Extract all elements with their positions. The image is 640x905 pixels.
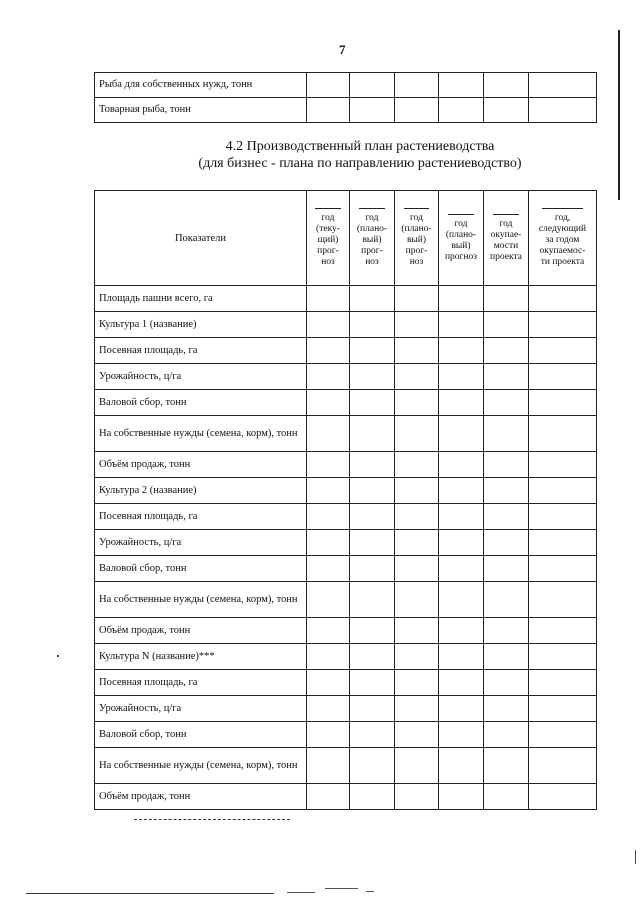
header-text-line: щий) (317, 235, 339, 245)
header-text-line: год (321, 213, 335, 223)
empty-cell (307, 286, 350, 312)
header-year-current (307, 191, 350, 286)
empty-cell (439, 416, 484, 452)
empty-cell (307, 784, 350, 810)
empty-cell (484, 582, 529, 618)
row-label: Объём продаж, тонн (95, 618, 307, 644)
table-row (95, 670, 597, 696)
empty-cell (529, 312, 597, 338)
empty-cell (395, 286, 439, 312)
empty-cell (395, 452, 439, 478)
header-text-line: вый) (451, 240, 471, 251)
header-text-line: (плано- (356, 224, 388, 234)
row-label: Площадь пашни всего, га (95, 286, 307, 312)
year-blank-line (359, 208, 385, 209)
empty-cell (439, 312, 484, 338)
empty-cell (350, 416, 395, 452)
empty-cell (529, 644, 597, 670)
empty-cell (307, 670, 350, 696)
header-indicator: Показатели (95, 191, 307, 286)
empty-cell (529, 556, 597, 582)
table-row (95, 618, 597, 644)
empty-cell (307, 452, 350, 478)
empty-cell (439, 722, 484, 748)
table-row (95, 530, 597, 556)
empty-cell (395, 582, 439, 618)
empty-cell (529, 784, 597, 810)
empty-cell (529, 530, 597, 556)
empty-cell (439, 748, 484, 784)
empty-cell (439, 478, 484, 504)
empty-cell (529, 338, 597, 364)
row-label: На собственные нужды (семена, корм), тонн (95, 582, 307, 618)
empty-cell (484, 416, 529, 452)
empty-cell (529, 73, 597, 98)
empty-cell (529, 696, 597, 722)
empty-cell (439, 556, 484, 582)
fish-table (94, 72, 597, 123)
empty-cell (350, 784, 395, 810)
empty-cell (529, 390, 597, 416)
empty-cell (307, 98, 350, 123)
header-text-line: прог- (361, 246, 383, 256)
empty-cell (439, 338, 484, 364)
year-blank-line (542, 208, 582, 209)
table-row (95, 478, 597, 504)
empty-cell (484, 556, 529, 582)
table-row (95, 696, 597, 722)
header-text-line: ноз (409, 257, 424, 267)
empty-cell (484, 618, 529, 644)
table-header-row (95, 191, 597, 286)
empty-cell (350, 618, 395, 644)
row-label: Культура N (название)*** (95, 644, 307, 670)
header-text-line: проекта (490, 251, 522, 262)
empty-cell (307, 582, 350, 618)
empty-cell (439, 784, 484, 810)
empty-cell (350, 670, 395, 696)
header-text-line: год (499, 218, 513, 229)
empty-cell (484, 98, 529, 123)
table-row (95, 73, 597, 98)
empty-cell (484, 478, 529, 504)
table-row (95, 556, 597, 582)
table-row (95, 582, 597, 618)
table-row (95, 98, 597, 123)
empty-cell (395, 416, 439, 452)
empty-cell (484, 338, 529, 364)
header-text-line: ти проекта (540, 257, 585, 267)
empty-cell (529, 582, 597, 618)
empty-cell (529, 670, 597, 696)
empty-cell (350, 748, 395, 784)
table-row (95, 364, 597, 390)
header-text-line: окупае- (490, 229, 522, 240)
table-row (95, 452, 597, 478)
empty-cell (395, 618, 439, 644)
year-blank-line (448, 214, 474, 215)
empty-cell (307, 556, 350, 582)
table-row (95, 286, 597, 312)
empty-cell (350, 582, 395, 618)
empty-cell (439, 504, 484, 530)
empty-cell (307, 364, 350, 390)
table-row (95, 338, 597, 364)
empty-cell (529, 618, 597, 644)
row-label: Объём продаж, тонн (95, 784, 307, 810)
scan-mark (635, 850, 636, 864)
empty-cell (395, 784, 439, 810)
empty-cell (350, 390, 395, 416)
row-label: Посевная площадь, га (95, 670, 307, 696)
empty-cell (395, 504, 439, 530)
header-text-line: за годом (545, 235, 580, 245)
empty-cell (439, 644, 484, 670)
empty-cell (439, 286, 484, 312)
scan-edge-line (618, 30, 620, 200)
empty-cell (395, 98, 439, 123)
empty-cell (307, 696, 350, 722)
empty-cell (484, 364, 529, 390)
empty-cell (350, 286, 395, 312)
empty-cell (307, 73, 350, 98)
empty-cell (307, 722, 350, 748)
empty-cell (350, 452, 395, 478)
empty-cell (484, 696, 529, 722)
empty-cell (350, 338, 395, 364)
empty-cell (439, 98, 484, 123)
empty-cell (484, 748, 529, 784)
row-label: Культура 2 (название) (95, 478, 307, 504)
empty-cell (484, 644, 529, 670)
empty-cell (529, 416, 597, 452)
empty-cell (395, 670, 439, 696)
table-row (95, 748, 597, 784)
header-text-line: прог- (317, 246, 339, 256)
empty-cell (395, 364, 439, 390)
empty-cell (439, 530, 484, 556)
empty-cell (529, 98, 597, 123)
row-label: Рыба для собственных нужд, тонн (95, 73, 307, 98)
empty-cell (395, 338, 439, 364)
empty-cell (484, 73, 529, 98)
empty-cell (350, 312, 395, 338)
header-text-line: мости (493, 240, 519, 251)
row-label: Объём продаж, тонн (95, 452, 307, 478)
table-row (95, 784, 597, 810)
empty-cell (350, 504, 395, 530)
empty-cell (350, 364, 395, 390)
page-bottom-dash (325, 888, 358, 889)
year-blank-line (315, 208, 340, 209)
header-year-after-payback (529, 191, 597, 286)
footnote-separator (134, 819, 290, 820)
empty-cell (307, 312, 350, 338)
empty-cell (484, 722, 529, 748)
empty-cell (350, 644, 395, 670)
empty-cell (484, 312, 529, 338)
header-text-line: ноз (365, 257, 379, 267)
empty-cell (395, 748, 439, 784)
header-text-line: следующий (538, 224, 587, 234)
header-text-line: вый) (362, 235, 382, 245)
empty-cell (307, 504, 350, 530)
row-label: Товарная рыба, тонн (95, 98, 307, 123)
empty-cell (350, 98, 395, 123)
header-text-line: (теку- (316, 224, 340, 234)
row-label: Валовой сбор, тонн (95, 556, 307, 582)
empty-cell (529, 504, 597, 530)
empty-cell (439, 618, 484, 644)
table-row (95, 504, 597, 530)
page-bottom-dash (287, 892, 315, 893)
empty-cell (395, 73, 439, 98)
year-blank-line (493, 214, 519, 215)
empty-cell (395, 644, 439, 670)
page-bottom-line (26, 893, 274, 894)
row-label: Валовой сбор, тонн (95, 390, 307, 416)
empty-cell (439, 696, 484, 722)
empty-cell (439, 670, 484, 696)
header-year-plan-1 (350, 191, 395, 286)
empty-cell (350, 73, 395, 98)
table-row (95, 312, 597, 338)
empty-cell (350, 696, 395, 722)
empty-cell (307, 748, 350, 784)
empty-cell (529, 452, 597, 478)
header-year-plan-2 (395, 191, 439, 286)
header-text-line: год (454, 218, 468, 229)
empty-cell (484, 784, 529, 810)
row-label: Урожайность, ц/га (95, 696, 307, 722)
empty-cell (529, 722, 597, 748)
empty-cell (307, 618, 350, 644)
empty-cell (484, 504, 529, 530)
empty-cell (350, 556, 395, 582)
empty-cell (439, 390, 484, 416)
crop-production-table (94, 190, 597, 810)
header-text-line: ноз (321, 257, 335, 267)
empty-cell (395, 312, 439, 338)
empty-cell (395, 722, 439, 748)
section-title: 4.2 Производственный план растениеводства (225, 139, 495, 154)
empty-cell (307, 338, 350, 364)
header-year-payback (484, 191, 529, 286)
empty-cell (395, 556, 439, 582)
empty-cell (395, 530, 439, 556)
empty-cell (484, 452, 529, 478)
empty-cell (439, 364, 484, 390)
empty-cell (529, 748, 597, 784)
empty-cell (307, 644, 350, 670)
empty-cell (484, 286, 529, 312)
empty-cell (529, 478, 597, 504)
empty-cell (350, 530, 395, 556)
empty-cell (439, 582, 484, 618)
table-row (95, 416, 597, 452)
empty-cell (484, 390, 529, 416)
row-label: Посевная площадь, га (95, 338, 307, 364)
empty-cell (395, 696, 439, 722)
header-text-line: прог- (405, 246, 428, 256)
row-label: Урожайность, ц/га (95, 364, 307, 390)
header-text-line: год (365, 213, 379, 223)
empty-cell (529, 364, 597, 390)
table-row (95, 644, 597, 670)
header-text-line: окупаемос- (539, 246, 586, 256)
scan-dot (57, 655, 59, 657)
header-text-line: год (410, 213, 423, 223)
header-text-line: год, (554, 213, 571, 223)
empty-cell (395, 390, 439, 416)
empty-cell (395, 478, 439, 504)
empty-cell (350, 478, 395, 504)
empty-cell (484, 670, 529, 696)
row-label: Посевная площадь, га (95, 504, 307, 530)
empty-cell (307, 478, 350, 504)
empty-cell (307, 530, 350, 556)
empty-cell (484, 530, 529, 556)
row-label: Валовой сбор, тонн (95, 722, 307, 748)
header-text-line: прогноз (444, 251, 478, 262)
section-heading (0, 138, 640, 172)
empty-cell (307, 390, 350, 416)
header-year-plan-3 (439, 191, 484, 286)
header-text-line: вый) (406, 235, 427, 245)
year-blank-line (404, 208, 430, 209)
row-label: Культура 1 (название) (95, 312, 307, 338)
empty-cell (439, 73, 484, 98)
table-row (95, 722, 597, 748)
row-label: На собственные нужды (семена, корм), тонн (95, 748, 307, 784)
table-row (95, 390, 597, 416)
header-text-line: (плано- (445, 229, 477, 240)
empty-cell (529, 286, 597, 312)
page-number-text: 7 (339, 42, 346, 57)
row-label: Урожайность, ц/га (95, 530, 307, 556)
page-bottom-dash (366, 891, 374, 892)
row-label: На собственные нужды (семена, корм), тонн (95, 416, 307, 452)
section-subtitle: (для бизнес - плана по направлению растениеводство) (198, 156, 522, 171)
empty-cell (307, 416, 350, 452)
empty-cell (350, 722, 395, 748)
empty-cell (439, 452, 484, 478)
header-text-line: (плано- (401, 224, 432, 234)
